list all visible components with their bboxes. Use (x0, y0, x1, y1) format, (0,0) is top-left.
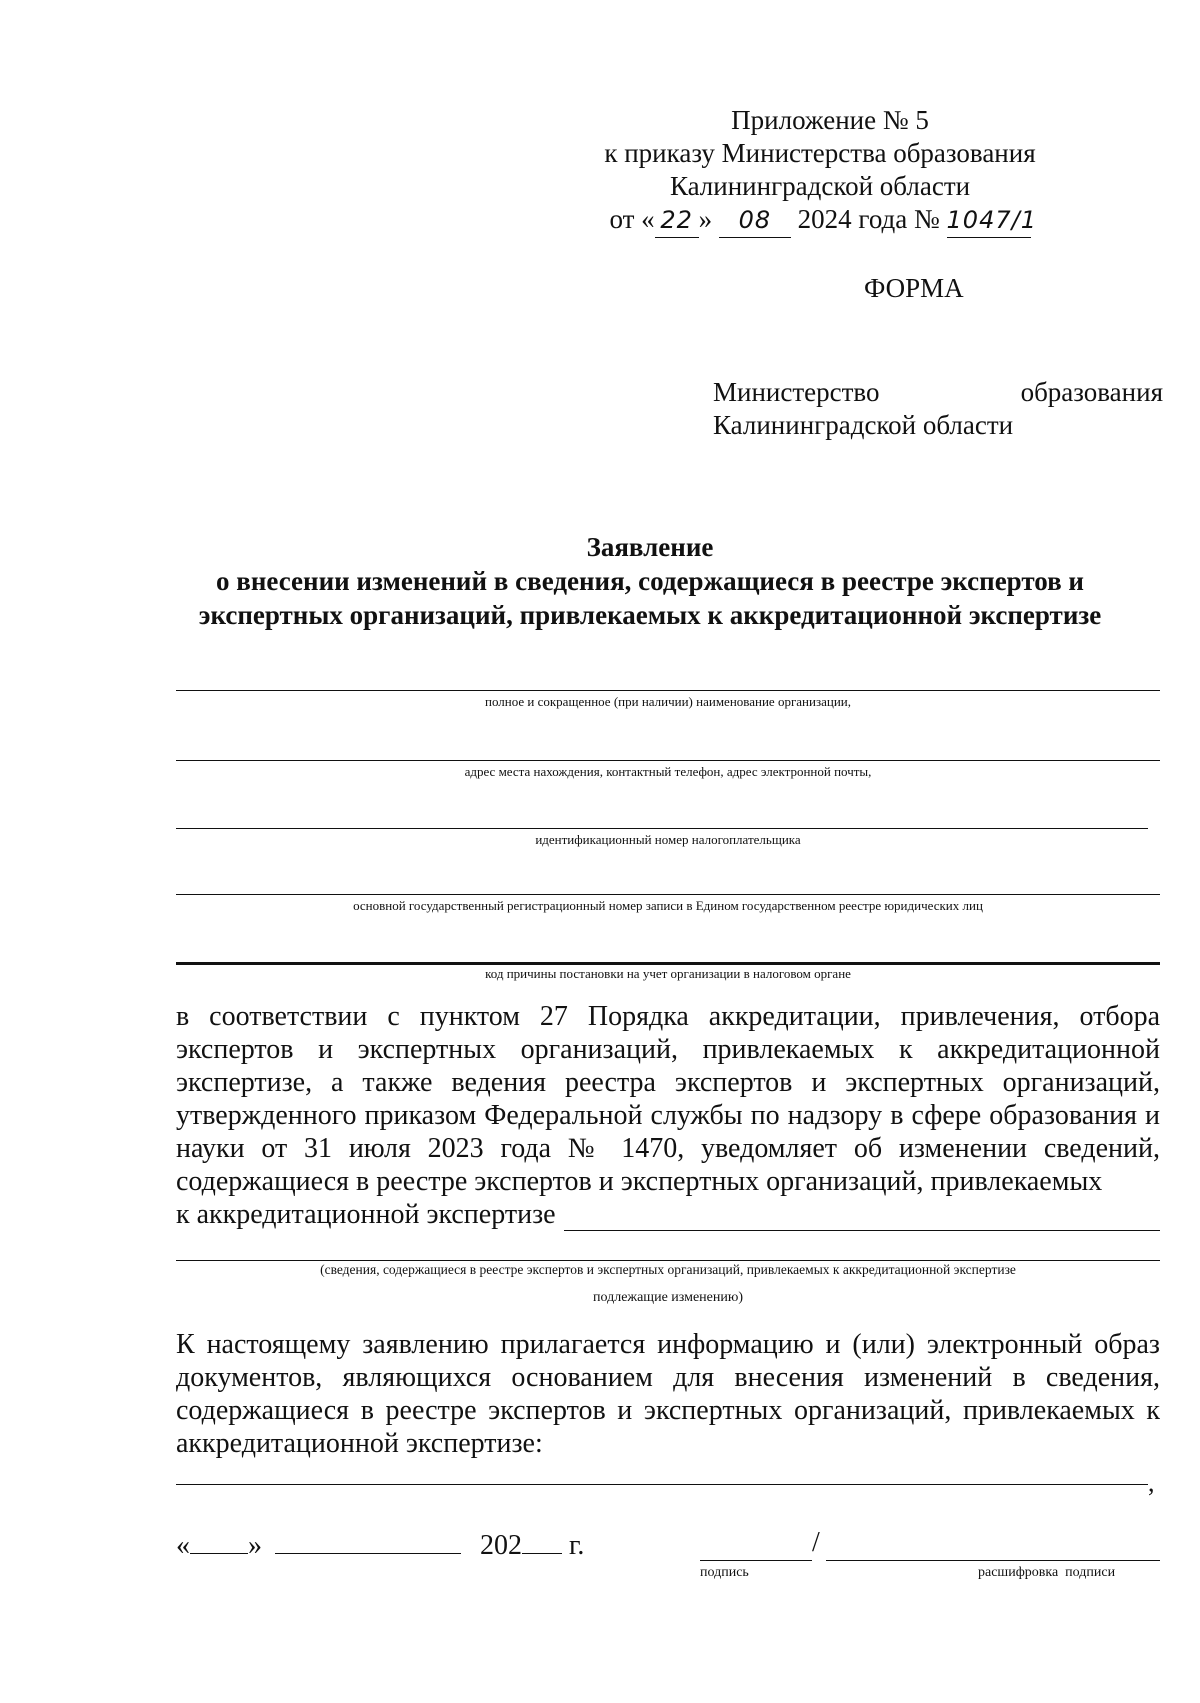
date-year: 2024 года № (797, 204, 940, 234)
region-name: Калининградской области (669, 171, 971, 201)
recipient-line-2: Калининградской области (713, 410, 1014, 440)
attachment-comma: , (1148, 1468, 1155, 1497)
order-reference: к приказу Министерства образования (604, 138, 1036, 168)
recipient-line-1 (713, 376, 1163, 409)
title-line-3: экспертных организаций, привлекаемых к аккредитационной экспертизе (198, 600, 1102, 630)
kpp-caption: код причины постановки на учет организации в налоговом органе (485, 966, 851, 981)
date-mid: » (698, 204, 713, 234)
organization-name-field[interactable] (176, 690, 1160, 691)
sign-year-field[interactable] (522, 1527, 562, 1554)
ogrn-field[interactable] (176, 894, 1160, 895)
recipient-word-2: образования (1020, 377, 1163, 407)
ogrn-caption: основной государственный регистрационный номер записи в Едином государственном реестре юридических лиц (353, 898, 983, 913)
date-quote-close: » (248, 1530, 262, 1561)
signature-slash: / (812, 1527, 820, 1558)
date-month: 08 (719, 204, 791, 238)
appendix-number: Приложение № 5 (731, 105, 929, 135)
date-day: 22 (655, 204, 699, 238)
kpp-field[interactable] (176, 962, 1160, 965)
notification-last-text: к аккредитационной экспертизе (176, 1199, 556, 1230)
address-contacts-field[interactable] (176, 760, 1160, 761)
attachment-field[interactable] (176, 1484, 1148, 1485)
attachment-paragraph (176, 1328, 1160, 1460)
signature-field[interactable] (700, 1560, 812, 1561)
notification-text: в соответствии с пунктом 27 Порядка аккредитации, привлечения, отбора экспертов и экспертных организаций, привлекаемых к аккредитационной экспертизе, а также ведения реестра экспертов и экспертных организаций, утвержденного приказом Федеральной службы по надзору в сфере образования и науки от 31 июля 2023 года № 1470, уведомляет об изменении сведений, содержащиеся в реестре экспертов и экспертных организаций, привлекаемых (176, 1001, 1160, 1197)
inn-field[interactable] (176, 828, 1148, 829)
recipient-word-1: Министерство (713, 377, 880, 407)
notification-paragraph (176, 1000, 1160, 1198)
signature-decoding-field[interactable] (826, 1560, 1160, 1561)
notification-last-line (176, 1198, 1160, 1231)
address-contacts-caption: адрес места нахождения, контактный телефон, адрес электронной почты, (464, 764, 872, 779)
sign-month-field[interactable] (275, 1527, 461, 1554)
year-suffix: г. (569, 1530, 585, 1561)
order-number: 1047/1 (947, 204, 1031, 238)
document-title (150, 530, 1150, 632)
changes-caption-1: (сведения, содержащиеся в реестре экспертов и экспертных организаций, привлекаемых к аккредитационной экспертизе (320, 1262, 1016, 1277)
signature-caption: подпись (700, 1565, 749, 1580)
date-quote-open: « (176, 1530, 190, 1561)
date-signature-row (176, 1527, 584, 1562)
signature-decoding-caption: расшифровка подписи (978, 1565, 1116, 1580)
appendix-header (560, 104, 1080, 238)
changes-field[interactable] (564, 1204, 1160, 1231)
changes-field-extra[interactable] (176, 1260, 1160, 1261)
sign-day-field[interactable] (190, 1527, 248, 1554)
title-line-2: о внесении изменений в сведения, содержащиеся в реестре экспертов и (216, 566, 1084, 596)
changes-caption-2: подлежащие изменению) (593, 1290, 743, 1305)
order-date-line (560, 203, 1080, 238)
organization-name-caption: полное и сокращенное (при наличии) наименование организации, (484, 694, 851, 709)
form-label: ФОРМА (864, 273, 964, 303)
year-prefix: 202 (480, 1530, 522, 1561)
attachment-text: К настоящему заявлению прилагается информацию и (или) электронный образ документов, являющихся основанием для внесения изменений в сведения, содержащиеся в реестре экспертов и экспертных организаций, привлекаемых к аккредитационной экспертизе: (176, 1329, 1160, 1459)
inn-caption: идентификационный номер налогоплательщика (535, 832, 801, 847)
recipient-block (713, 376, 1163, 442)
date-prefix: от « (609, 204, 655, 234)
title-line-1: Заявление (586, 532, 714, 562)
